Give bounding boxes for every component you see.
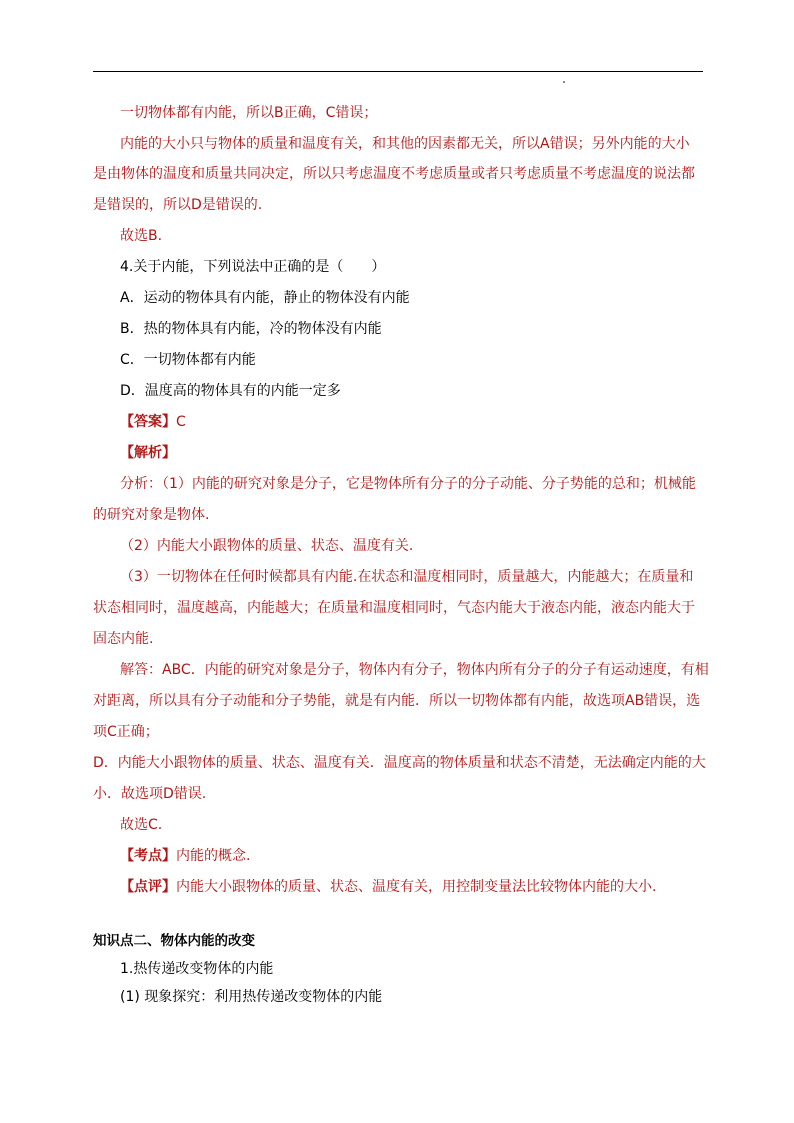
- option-d: D．温度高的物体具有的内能一定多: [120, 383, 341, 399]
- solution-line-2: 对距离，所以具有分子动能和分子势能，就是有内能．所以一切物体都有内能，故选项AB错误，选: [93, 693, 701, 709]
- answer-line: [120, 413, 186, 431]
- option-c: C．一切物体都有内能: [120, 352, 256, 368]
- section-sub-1: 1.热传递改变物体的内能: [120, 961, 274, 977]
- analysis-line-3: （2）内能大小跟物体的质量、状态、温度有关.: [120, 538, 414, 554]
- answer-value: C: [176, 414, 186, 430]
- prev-conclusion: 故选B.: [120, 228, 163, 244]
- analysis-line-2: 的研究对象是物体.: [93, 507, 210, 523]
- prev-analysis-line-1: 一切物体都有内能，所以B正确，C错误；: [120, 105, 378, 121]
- kaodian-text: 内能的概念.: [176, 848, 251, 864]
- header-rule: [93, 71, 703, 72]
- solution-line-3: 项C正确；: [93, 724, 159, 740]
- question-stem: 4.关于内能，下列说法中正确的是（ ）: [120, 259, 386, 275]
- option-a: A．运动的物体具有内能，静止的物体没有内能: [120, 290, 410, 306]
- analysis-line-6: 固态内能.: [93, 631, 154, 647]
- dianping-tag: 【点评】: [120, 879, 176, 895]
- header-mark: [563, 81, 565, 83]
- prev-analysis-line-2: 内能的大小只与物体的质量和温度有关，和其他的因素都无关，所以A错误；另外内能的大小: [120, 136, 690, 152]
- dianping-line: [120, 878, 656, 896]
- analysis-line-5: 状态相同时，温度越高，内能越大；在质量和温度相同时，气态内能大于液态内能，液态内能大于: [93, 600, 695, 616]
- analysis-line-4: （3）一切物体在任何时候都具有内能.在状态和温度相同时，质量越大，内能越大；在质量和: [120, 569, 694, 585]
- solution-line-5: 小．故选项D错误.: [93, 786, 207, 802]
- answer-tag: 【答案】: [120, 414, 176, 430]
- kaodian-line: [120, 847, 250, 865]
- analysis-tag: 【解析】: [120, 445, 176, 461]
- analysis-line-1: 分析：（1）内能的研究对象是分子，它是物体所有分子的分子动能、分子势能的总和；机械能: [120, 476, 696, 492]
- prev-analysis-line-4: 是错误的，所以D是错误的.: [93, 197, 263, 213]
- section-sub-2: (1) 现象探究：利用热传递改变物体的内能: [120, 989, 383, 1005]
- prev-analysis-line-3: 是由物体的温度和质量共同决定，所以只考虑温度不考虑质量或者只考虑质量不考虑温度的说法都: [93, 166, 695, 182]
- solution-line-4: D．内能大小跟物体的质量、状态、温度有关．温度高的物体质量和状态不清楚，无法确定内能的大: [93, 755, 706, 771]
- kaodian-tag: 【考点】: [120, 848, 176, 864]
- solution-line-1: 解答：ABC．内能的研究对象是分子，物体内有分子，物体内所有分子的分子有运动速度，有相: [120, 662, 709, 678]
- conclusion-line: 故选C.: [120, 817, 163, 833]
- section-title: 知识点二、物体内能的改变: [93, 933, 255, 949]
- dianping-text: 内能大小跟物体的质量、状态、温度有关，用控制变量法比较物体内能的大小.: [176, 879, 657, 895]
- option-b: B．热的物体具有内能，冷的物体没有内能: [120, 321, 382, 337]
